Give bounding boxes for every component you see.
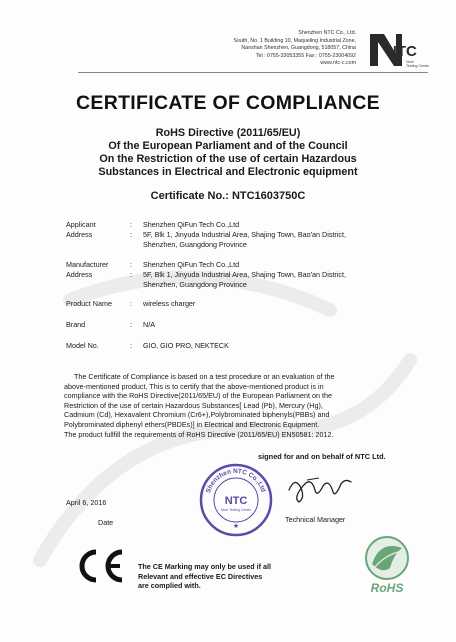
- certificate-title: CERTIFICATE OF COMPLIANCE: [76, 92, 380, 114]
- manufacturer-label: Manufacturer: [66, 260, 109, 269]
- svg-text:★: ★: [232, 523, 240, 530]
- colon: :: [130, 299, 132, 308]
- colon: :: [130, 320, 132, 329]
- svg-text:Testing Center: Testing Center: [406, 64, 430, 68]
- address-line: Nanshan Shenzhen, Guangdong, 518057, China: [241, 45, 356, 52]
- directive-line: Substances in Electrical and Electronic equipment: [98, 166, 358, 178]
- brand-label: Brand: [66, 320, 86, 329]
- ce-marking-statement: [138, 562, 298, 591]
- svg-text:Shenzhen NTC Co.,Ltd: Shenzhen NTC Co.,Ltd: [205, 467, 267, 494]
- statement-line: Restriction of the use of certain Hazardous Substances[ Lead (Pb), Mercury (Hg),: [64, 400, 323, 410]
- ce-line: Relevant and effective EC Directives: [138, 571, 263, 581]
- address-line: South, No. 1 Building 10, Maqueling Industrial Zone,: [233, 37, 356, 44]
- directive-line: On the Restriction of the use of certain Hazardous: [99, 153, 357, 165]
- directive-line: Of the European Parliament and of the Council: [108, 140, 348, 152]
- model-value: GIO, GIO PRO, NEKTECK: [143, 341, 229, 350]
- logo-text: NTC: [386, 43, 417, 60]
- company-address-block: [156, 30, 356, 68]
- directive-heading: [0, 127, 456, 179]
- statement-line: Polybrominated diphenyl ethers(PBDEs)] in Electrical and Electronic Equipment.: [64, 419, 320, 429]
- colon: :: [130, 260, 132, 269]
- certificate-number: Certificate No.: NTC1603750C: [150, 190, 306, 202]
- product-label: Product Name: [66, 299, 112, 308]
- applicant-value: Shenzhen QiFun Tech Co.,Ltd: [143, 220, 240, 229]
- applicant-address-line2: Shenzhen, Guangdong Province: [143, 240, 247, 249]
- svg-text:Nore Testing Center: Nore Testing Center: [220, 508, 252, 512]
- manufacturer-address-line2: Shenzhen, Guangdong Province: [143, 280, 247, 289]
- ntc-logo: [366, 30, 432, 70]
- rohs-text: RoHS: [370, 581, 404, 595]
- colon: :: [130, 230, 132, 239]
- manufacturer-address-line1: 5F, Blk 1, Jinyuda Industrial Area, Shajing Town, Bao'an District,: [143, 270, 346, 279]
- statement-line: above-mentioned product, This is to certify that the above-mentioned product is in: [64, 381, 324, 391]
- address-label: Address: [66, 230, 93, 239]
- address-label: Address: [66, 270, 93, 279]
- compliance-statement: [64, 372, 404, 439]
- svg-text:Nore: Nore: [406, 60, 414, 64]
- applicant-label: Applicant: [66, 220, 96, 229]
- manufacturer-value: Shenzhen QiFun Tech Co.,Ltd: [143, 260, 240, 269]
- brand-value: N/A: [143, 320, 155, 329]
- applicant-address-line1: 5F, Blk 1, Jinyuda Industrial Area, Shajing Town, Bao'an District,: [143, 230, 346, 239]
- rohs-logo: [358, 534, 416, 596]
- signed-for-label: signed for and on behalf of NTC Ltd.: [258, 452, 386, 461]
- date-label: Date: [98, 518, 114, 527]
- company-seal-stamp: [198, 462, 274, 538]
- directive-line: RoHS Directive (2011/65/EU): [155, 127, 301, 139]
- address-line: Tel : 0755-33053355 Fax : 0755-23004092: [255, 52, 356, 59]
- svg-text:NTC: NTC: [224, 495, 248, 507]
- colon: :: [130, 341, 132, 350]
- model-label: Model No.: [66, 341, 99, 350]
- signature-image: [285, 468, 355, 508]
- ce-line: The CE Marking may only be used if all: [138, 562, 272, 571]
- statement-line: Cadmium (Cd), Hexavalent Chromium (Cr6+),Polybrominated biphenyls(PBBs) and: [64, 410, 330, 420]
- colon: :: [130, 220, 132, 229]
- colon: :: [130, 270, 132, 279]
- statement-line: The Certificate of Compliance is based on a test procedure or an evaluation of the: [74, 372, 335, 381]
- statement-line: compliance with the RoHS Directive(2011/65/EU) of the European Parliament on the: [64, 391, 332, 401]
- ce-mark-logo: [76, 549, 128, 583]
- address-line: www.ntc-c.com: [320, 60, 356, 67]
- header-divider: [78, 72, 428, 73]
- address-line: Shenzhen NTC Co., Ltd.: [298, 30, 356, 36]
- ce-line: are complied with.: [138, 581, 201, 591]
- product-value: wireless charger: [143, 299, 196, 308]
- statement-line: The product fullfill the requirements of RoHS Directive (2011/65/EU) EN50581: 2012.: [64, 429, 334, 439]
- issue-date: April 6, 2016: [66, 498, 107, 507]
- technical-manager-label: Technical Manager: [285, 515, 346, 524]
